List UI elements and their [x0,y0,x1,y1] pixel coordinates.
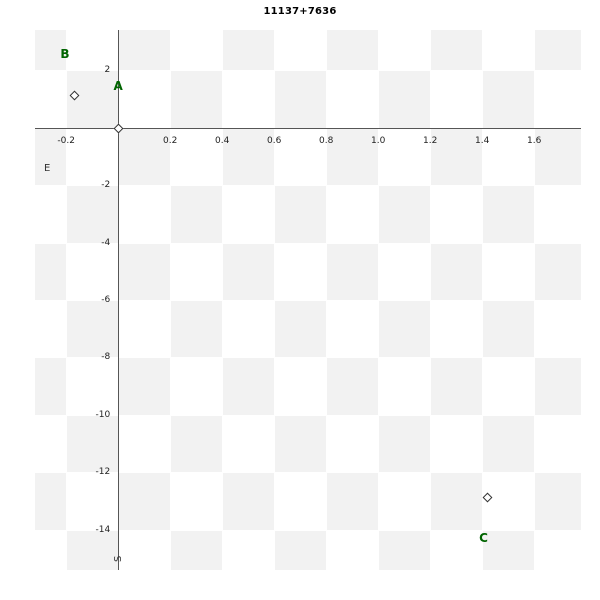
gridline-horizontal [35,300,581,301]
data-point[interactable] [483,492,493,502]
gridline-horizontal [35,530,581,531]
compass-east-label: E [44,163,51,174]
grid-band [534,30,581,70]
y-tick-label: -12 [95,467,111,478]
grid-band [170,300,222,357]
x-tick-label: 1.0 [371,135,386,146]
gridline-horizontal [35,357,581,358]
gridline-horizontal [35,472,581,473]
plot-area [35,30,581,570]
grid-band [430,472,482,529]
x-tick-label: 1.2 [423,135,438,146]
y-tick-label: 2 [104,65,111,76]
grid-band [118,357,170,414]
x-tick-label: -0.2 [57,135,75,146]
grid-band [35,472,66,529]
grid-band [534,472,581,529]
grid-band [534,357,581,414]
y-tick-label: -6 [101,295,111,305]
grid-band [35,243,66,300]
compass-south-label: S [113,555,124,562]
gridline-horizontal [35,185,581,186]
x-tick-label: 0.6 [267,135,282,146]
y-tick-label: -10 [95,409,111,420]
grid-band [378,415,430,472]
grid-band [222,243,274,300]
x-tick-label: 0.2 [163,135,178,146]
grid-band [274,530,326,570]
grid-band [378,300,430,357]
x-tick-label: 0.8 [319,135,334,146]
grid-band [326,30,378,70]
grid-band [482,300,534,357]
x-tick-label: 1.4 [475,135,490,146]
grid-band [430,243,482,300]
x-tick-label: 1.6 [527,135,542,146]
gridline-horizontal [35,415,581,416]
x-tick-label: 0.4 [215,135,230,146]
grid-band [170,415,222,472]
grid-band [534,243,581,300]
grid-band [170,185,222,242]
grid-band [222,472,274,529]
y-axis-line [118,30,119,570]
gridline-horizontal [35,70,581,71]
grid-band [482,415,534,472]
grid-band [170,530,222,570]
grid-band [118,472,170,529]
y-tick-label: -2 [101,180,111,191]
grid-band [482,70,534,127]
grid-band [66,415,118,472]
grid-band [274,185,326,242]
grid-band [222,30,274,70]
grid-band [118,30,170,70]
y-tick-label: -4 [101,237,111,248]
grid-band [326,243,378,300]
grid-band [274,70,326,127]
grid-band [378,530,430,570]
grid-band [482,185,534,242]
y-tick-label: -14 [95,524,111,535]
chart-title: 11137+7636 [263,6,337,17]
grid-band [378,185,430,242]
grid-band [170,70,222,127]
grid-band [35,357,66,414]
grid-band [430,30,482,70]
data-point-label: A [113,79,123,93]
y-tick-label: -8 [101,352,111,363]
grid-band [66,530,118,570]
grid-band [66,300,118,357]
grid-band [274,415,326,472]
gridline-horizontal [35,243,581,244]
grid-band [430,357,482,414]
grid-band [222,357,274,414]
grid-band [482,530,534,570]
grid-band [118,243,170,300]
grid-band [326,357,378,414]
grid-band [326,472,378,529]
data-point-label: C [479,531,488,546]
grid-band [378,70,430,127]
grid-band [274,300,326,357]
grid-band [66,185,118,242]
data-point-label: B [60,47,70,62]
